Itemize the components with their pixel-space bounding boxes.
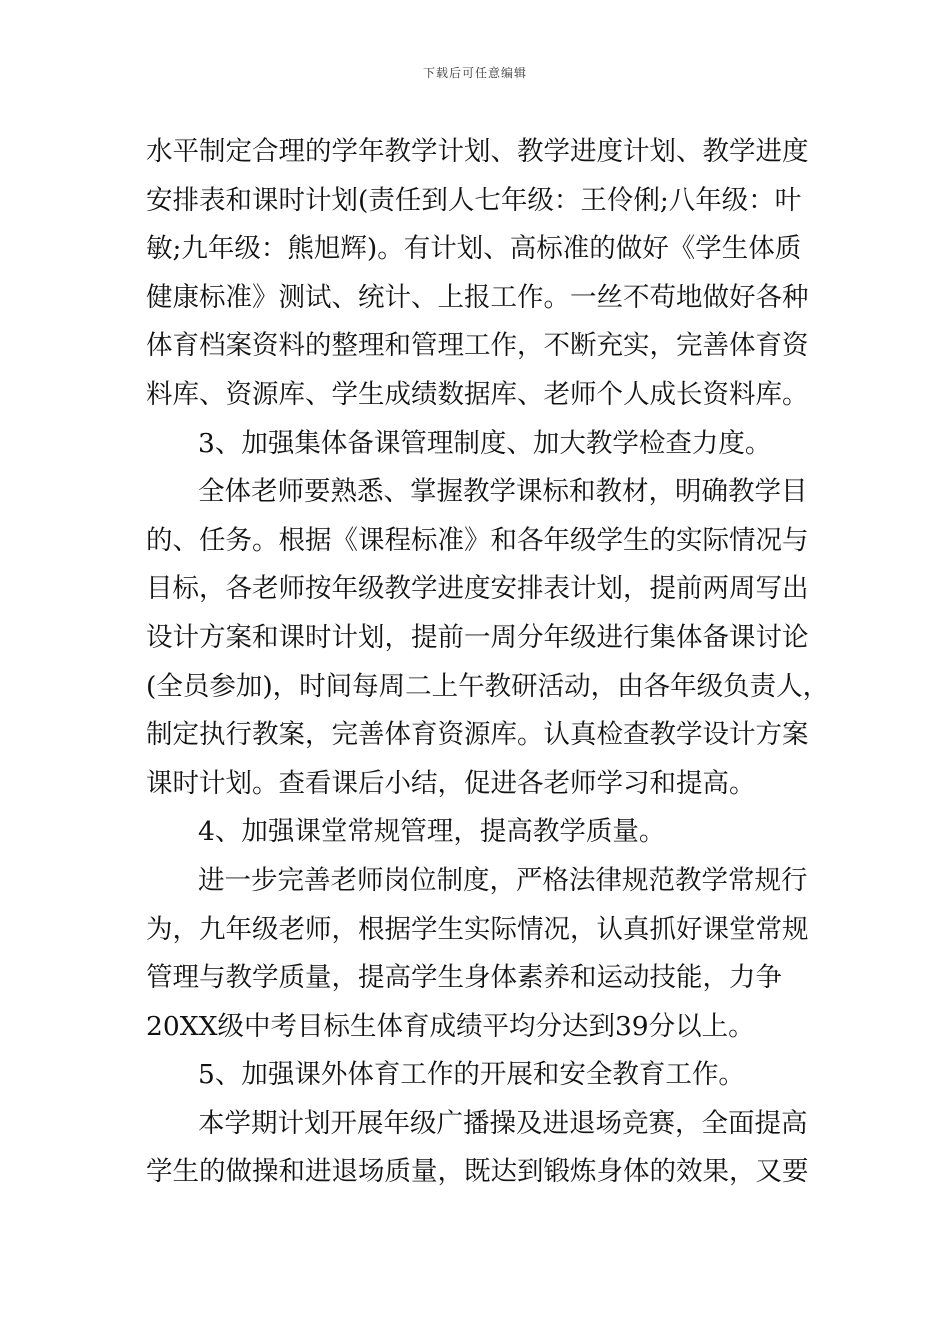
text-line: 管理与教学质量，提高学生身体素养和运动技能，力争 — [146, 962, 782, 994]
text-line: 的、任务。根据《课程标准》和各年级学生的实际情况与 — [146, 524, 809, 556]
text-line: 学生的做操和进退场质量，既达到锻炼身体的效果，又要 — [146, 1156, 809, 1188]
text-line: 20XX级中考目标生体育成绩平均分达到39分以上。 — [146, 1010, 755, 1042]
section-heading: 5、加强课外体育工作的开展和安全教育工作。 — [198, 1059, 745, 1091]
text-line: 为，九年级老师，根据学生实际情况，认真抓好课堂常规 — [146, 913, 809, 945]
section-heading: 3、加强集体备课管理制度、加大教学检查力度。 — [198, 427, 772, 459]
text-line: 目标，各老师按年级教学进度安排表计划，提前两周写出 — [146, 573, 809, 605]
text-line: 全体老师要熟悉、掌握教学课标和教材，明确教学目 — [198, 476, 808, 508]
text-line: 本学期计划开展年级广播操及进退场竞赛，全面提高 — [198, 1107, 808, 1139]
text-line: 水平制定合理的学年教学计划、教学进度计划、教学进度 — [146, 136, 809, 167]
document-body — [146, 128, 830, 1197]
text-line: 设计方案和课时计划，提前一周分年级进行集体备课讨论 — [146, 621, 809, 653]
text-line: 进一步完善老师岗位制度，严格法律规范教学常规行 — [198, 864, 808, 896]
text-line: 安排表和课时计划(责任到人七年级：王伶俐;八年级：叶 — [146, 184, 802, 216]
text-line: 课时计划。查看课后小结，促进各老师学习和提高。 — [146, 767, 756, 799]
text-line: 体育档案资料的整理和管理工作，不断充实，完善体育资 — [146, 330, 809, 362]
text-line: 敏;九年级：熊旭辉)。有计划、高标准的做好《学生体质 — [146, 233, 802, 265]
section-heading: 4、加强课堂常规管理，提高教学质量。 — [198, 816, 666, 848]
text-line: (全员参加)，时间每周二上午教研活动，由各年级负责人， — [146, 670, 830, 702]
page-header: 下载后可任意编辑 — [422, 66, 527, 80]
text-line: 料库、资源库、学生成绩数据库、老师个人成长资料库。 — [146, 378, 809, 410]
text-line: 健康标准》测试、统计、上报工作。一丝不苟地做好各种 — [146, 281, 809, 313]
text-line: 制定执行教案，完善体育资源库。认真检查教学设计方案 — [146, 719, 809, 751]
